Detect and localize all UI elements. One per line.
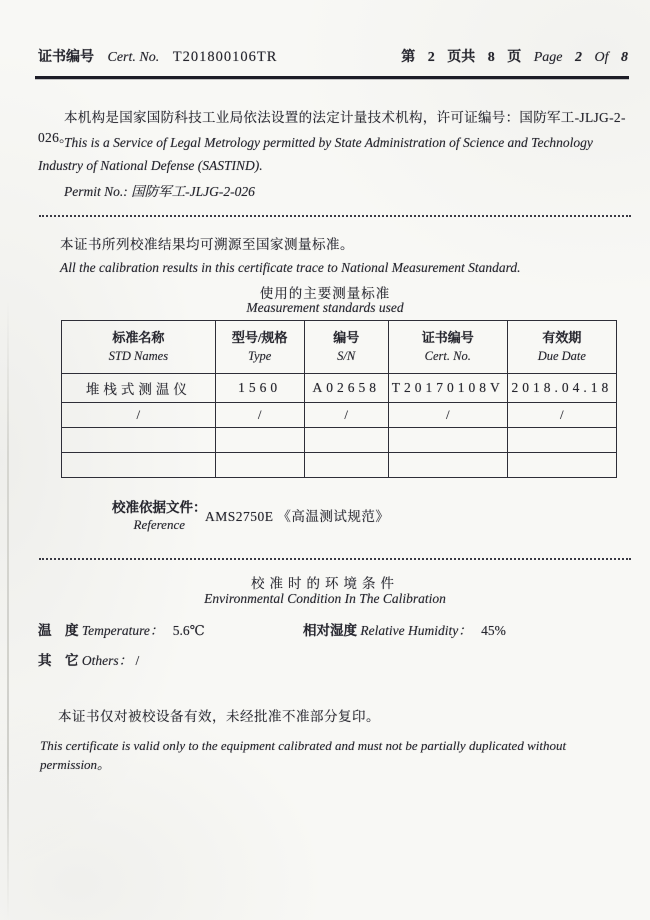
cell-serial: /: [304, 403, 388, 428]
cell-std-name: [62, 428, 216, 453]
reference-label-zh: 校准依据文件：: [112, 500, 207, 515]
validity-statement-en: This certificate is valid only to the equipment calibrated and must not be partially duplicated without permission。: [40, 738, 567, 772]
page-zh-suffix: 页: [507, 50, 522, 65]
humidity-label-en: Relative Humidity：: [360, 623, 472, 638]
cell-cert-no: [388, 453, 507, 478]
temperature-value: 5.6℃: [172, 623, 205, 638]
cell-std-name: /: [62, 403, 216, 428]
page-en-label: Page: [533, 50, 563, 65]
page-total-number: 8: [487, 50, 495, 65]
cell-type: /: [215, 403, 304, 428]
page-en-of: Of: [594, 50, 609, 65]
others-label-zh: 其 它: [38, 653, 79, 668]
col-header-zh: 标准名称: [112, 329, 165, 345]
cert-label-zh: 证书编号: [38, 50, 94, 65]
col-header-zh: 编号: [333, 329, 360, 345]
validity-statement-zh: 本证书仅对被校设备有效，未经批准不准部分复印。: [58, 709, 380, 724]
col-header-en: Due Date: [537, 349, 586, 364]
others-value: /: [135, 653, 140, 668]
page-header: [38, 46, 628, 66]
table-row: [62, 453, 617, 478]
page-en-current: 2: [575, 50, 582, 65]
environment-title-zh: 校准时的环境条件: [251, 576, 399, 591]
dotted-divider-bottom: [39, 558, 631, 560]
col-header-zh: 有效期: [542, 329, 582, 345]
traceability-statement-en: All the calibration results in this certificate trace to National Measurement Standard.: [60, 260, 521, 275]
cell-serial: [304, 453, 388, 478]
cert-number: T201800106TR: [172, 49, 278, 65]
cell-serial: [304, 428, 388, 453]
cell-std-name: [62, 453, 216, 478]
authority-statement-en: This is a Service of Legal Metrology permitted by State Administration of Science and Technology Industry of National Defense (SASTIND).: [38, 135, 593, 174]
page-zh-mid: 页共: [447, 50, 476, 65]
certificate-number-line: [38, 46, 287, 66]
col-header-zh: 型号/规格: [231, 329, 288, 345]
col-header-zh: 证书编号: [421, 329, 474, 345]
humidity-label-zh: 相对湿度: [303, 623, 357, 638]
cell-std-name: 堆栈式测温仪: [62, 374, 216, 403]
col-header-due-date: [507, 321, 616, 374]
humidity-value: 45%: [481, 623, 506, 638]
col-header-en: Type: [247, 349, 272, 364]
col-header-en: Cert. No.: [424, 349, 471, 364]
reference-value: AMS2750E 《高温测试规范》: [205, 509, 390, 524]
dotted-divider-top: [39, 215, 631, 217]
col-header-en: S/N: [337, 349, 356, 364]
cell-due-date: [507, 428, 616, 453]
cell-cert-no: [388, 428, 507, 453]
reference-label: [112, 499, 207, 533]
permit-number-line: Permit No.: 国防军工-JLJG-2-026: [64, 184, 255, 199]
table-row: [62, 428, 617, 453]
cell-serial: A02658: [304, 374, 388, 403]
temperature-field: [38, 619, 205, 639]
page-current-number: 2: [427, 50, 435, 65]
col-header-type: [215, 321, 304, 374]
cell-type: [215, 453, 304, 478]
col-header-en: STD Names: [108, 349, 169, 364]
cell-due-date: /: [507, 403, 616, 428]
paper-edge-shadow: [7, 300, 9, 920]
cell-due-date: 2018.04.18: [507, 374, 616, 403]
standards-title-en: Measurement standards used: [246, 300, 404, 315]
reference-label-en: Reference: [133, 516, 185, 532]
temperature-label-en: Temperature：: [81, 623, 164, 638]
col-header-cert-no: [388, 321, 507, 374]
standards-title-zh: 使用的主要测量标准: [259, 286, 391, 301]
traceability-statement-zh: 本证书所列校准结果均可溯源至国家测量标准。: [60, 237, 354, 252]
others-label-en: Others：: [81, 653, 133, 668]
environment-title-en: Environmental Condition In The Calibration: [204, 591, 446, 606]
col-header-serial: [304, 321, 388, 374]
page-en-total: 8: [621, 50, 628, 65]
page-indicator: [392, 46, 628, 66]
measurement-standards-table: [61, 320, 617, 478]
col-header-std-names: [62, 321, 216, 374]
authority-statement-zh: 本机构是国家国防科技工业局依法设置的法定计量技术机构，许可证编号：国防军工-JLJG-2-026。: [38, 110, 626, 145]
table-row: [62, 403, 617, 428]
cert-label-en: Cert. No.: [107, 50, 160, 65]
table-header-row: [62, 321, 617, 374]
cell-cert-no: /: [388, 403, 507, 428]
header-divider-rule: [35, 76, 629, 79]
cell-type: [215, 428, 304, 453]
cell-type: 1560: [215, 374, 304, 403]
temperature-label-zh: 温 度: [38, 623, 79, 638]
table-row: [62, 374, 617, 403]
cell-cert-no: T20170108V: [388, 374, 507, 403]
cell-due-date: [507, 453, 616, 478]
others-field: [38, 649, 139, 669]
humidity-field: [303, 619, 506, 639]
page-zh-prefix: 第: [401, 50, 416, 65]
